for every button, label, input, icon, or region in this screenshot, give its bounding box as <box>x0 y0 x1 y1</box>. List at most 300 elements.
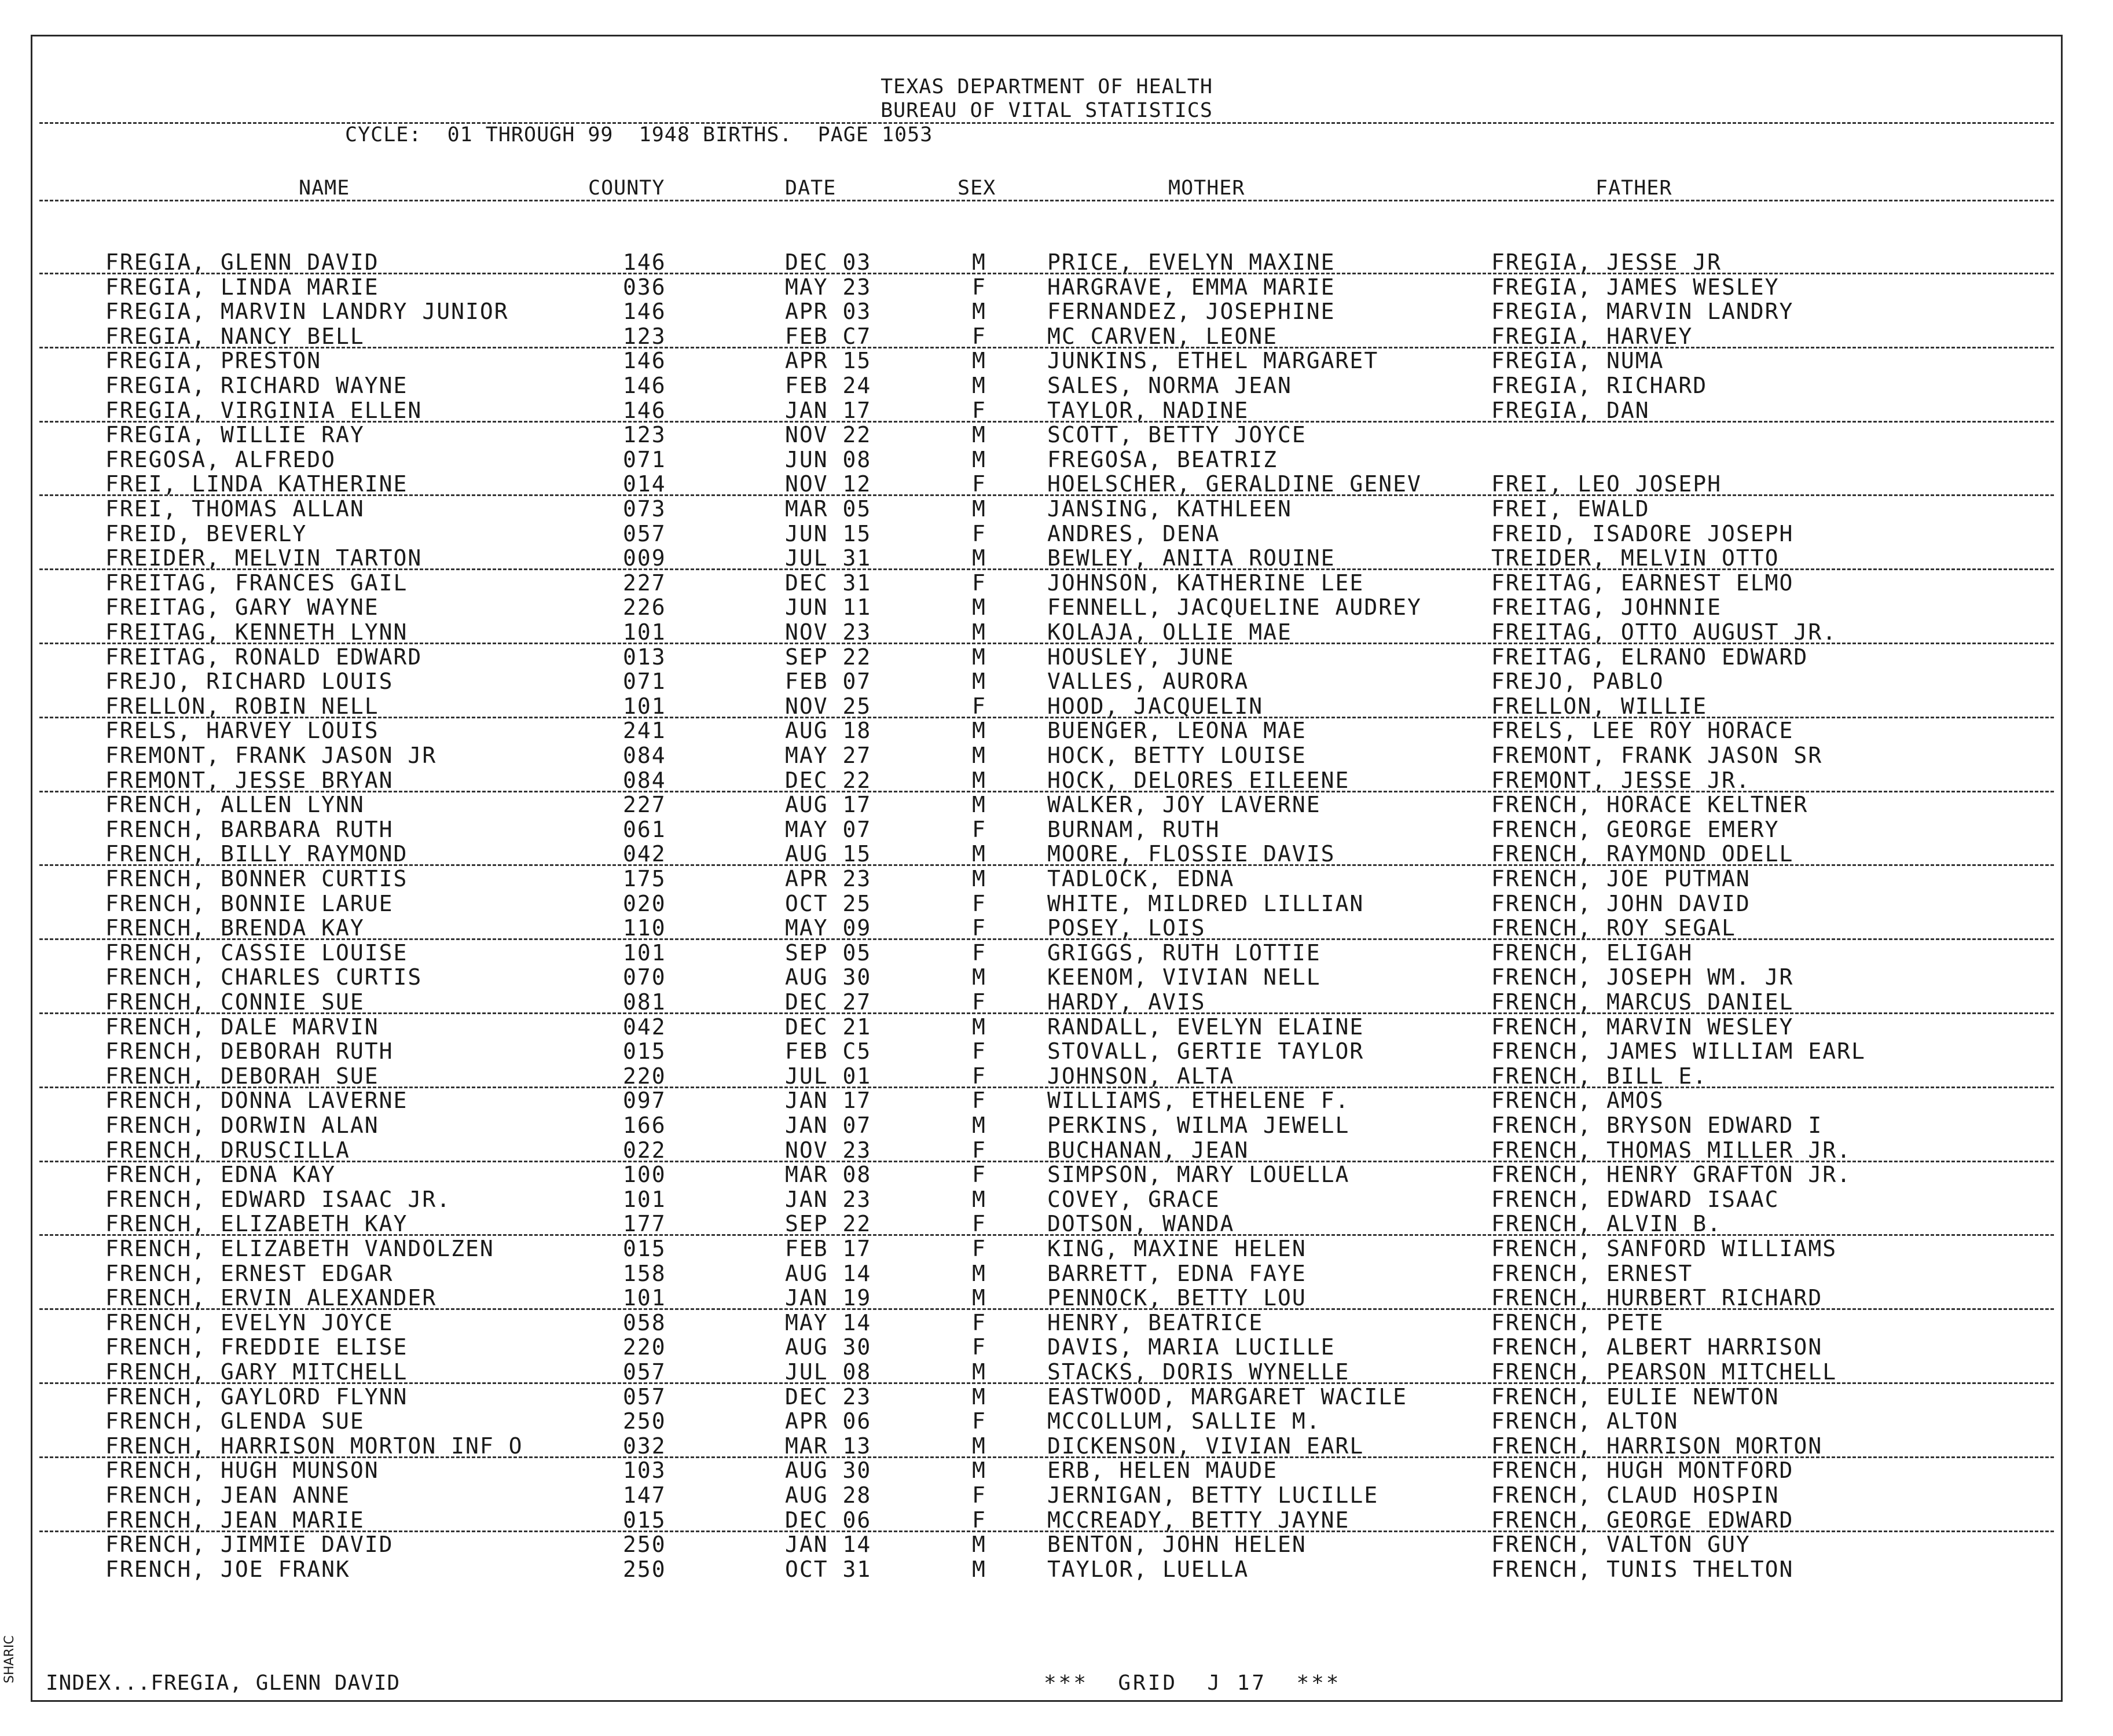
record-row <box>32 693 2061 718</box>
record-sex: M <box>972 1556 986 1582</box>
record-date: JUL 08 <box>785 1359 872 1385</box>
record-county: 146 <box>623 249 666 275</box>
record-name: FREGOSA, ALFREDO <box>105 446 336 472</box>
record-date: SEP 05 <box>785 939 872 966</box>
record-mother: KING, MAXINE HELEN <box>1047 1236 1307 1261</box>
record-sex: F <box>972 1088 986 1114</box>
record-father: FRENCH, HARRISON MORTON <box>1491 1433 1823 1459</box>
record-date: MAY 09 <box>785 915 872 941</box>
record-sex: M <box>972 1433 986 1459</box>
record-row <box>32 348 2061 373</box>
record-father: FREMONT, JESSE JR. <box>1491 767 1751 793</box>
record-date: JUL 31 <box>785 545 872 571</box>
record-father: FRENCH, ERNEST <box>1491 1260 1693 1286</box>
record-sex: M <box>972 718 986 744</box>
record-mother: PERKINS, WILMA JEWELL <box>1047 1113 1350 1138</box>
record-name: FRENCH, DORWIN ALAN <box>105 1113 379 1138</box>
record-row <box>32 669 2061 693</box>
record-sex: F <box>972 890 986 916</box>
record-mother: ANDRES, DENA <box>1047 520 1220 546</box>
record-sex: F <box>972 1309 986 1335</box>
record-mother: HOELSCHER, GERALDINE GENEV <box>1047 471 1422 497</box>
record-county: 015 <box>623 1038 666 1065</box>
record-father: FRENCH, PEARSON MITCHELL <box>1491 1359 1837 1385</box>
record-sex: M <box>972 249 986 275</box>
cycle-line: CYCLE: 01 THROUGH 99 1948 BIRTHS. PAGE 1053 <box>345 123 933 146</box>
record-father: FRENCH, BRYSON EDWARD I <box>1491 1113 1823 1138</box>
record-county: 220 <box>623 1334 666 1360</box>
record-father: FRENCH, AMOS <box>1491 1088 1664 1114</box>
record-mother: BARRETT, EDNA FAYE <box>1047 1260 1307 1286</box>
record-mother: HARGRAVE, EMMA MARIE <box>1047 274 1336 300</box>
record-row <box>32 1310 2061 1335</box>
record-father: FRENCH, ALTON <box>1491 1408 1679 1434</box>
record-county: 097 <box>623 1088 666 1114</box>
record-name: FRENCH, DEBORAH SUE <box>105 1063 379 1089</box>
record-mother: HOCK, DELORES EILEENE <box>1047 767 1350 793</box>
record-date: JUN 08 <box>785 446 872 472</box>
record-sex: M <box>972 1532 986 1558</box>
record-county: 101 <box>623 619 666 645</box>
record-name: FREMONT, FRANK JASON JR <box>105 743 437 768</box>
record-date: DEC 22 <box>785 767 872 793</box>
record-mother: POSEY, LOIS <box>1047 915 1206 941</box>
record-father: FRENCH, GEORGE EDWARD <box>1491 1507 1794 1533</box>
record-county: 057 <box>623 1383 666 1410</box>
record-row <box>32 1038 2061 1063</box>
record-row <box>32 866 2061 891</box>
record-date: DEC 21 <box>785 1014 872 1040</box>
record-row <box>32 1261 2061 1286</box>
record-father: FREGIA, RICHARD <box>1491 373 1708 398</box>
record-mother: JOHNSON, ALTA <box>1047 1063 1235 1089</box>
record-row <box>32 915 2061 940</box>
record-date: DEC 31 <box>785 570 872 596</box>
record-sex: F <box>972 323 986 349</box>
record-father: FRENCH, HENRY GRAFTON JR. <box>1491 1162 1851 1188</box>
record-father: FRENCH, PETE <box>1491 1309 1664 1335</box>
record-name: FREI, LINDA KATHERINE <box>105 471 408 497</box>
record-sex: M <box>972 373 986 398</box>
record-sex: M <box>972 1359 986 1385</box>
record-name: FRENCH, ERNEST EDGAR <box>105 1260 394 1286</box>
record-date: MAR 13 <box>785 1433 872 1459</box>
record-father: FRENCH, HORACE KELTNER <box>1491 792 1808 818</box>
record-mother: STOVALL, GERTIE TAYLOR <box>1047 1038 1364 1065</box>
record-name: FRENCH, HARRISON MORTON INF O <box>105 1433 523 1459</box>
record-sex: F <box>972 520 986 546</box>
record-date: NOV 23 <box>785 1137 872 1163</box>
record-date: AUG 14 <box>785 1260 872 1286</box>
record-row <box>32 1359 2061 1384</box>
record-name: FRENCH, BONNIE LARUE <box>105 890 394 916</box>
department-title: TEXAS DEPARTMENT OF HEALTH <box>881 75 1213 98</box>
column-header-county: COUNTY <box>588 177 665 200</box>
record-mother: VALLES, AURORA <box>1047 669 1249 695</box>
record-name: FREGIA, GLENN DAVID <box>105 249 379 275</box>
record-county: 101 <box>623 693 666 719</box>
record-row <box>32 1334 2061 1359</box>
record-county: 227 <box>623 570 666 596</box>
record-sex: M <box>972 767 986 793</box>
record-date: FEB C7 <box>785 323 872 349</box>
record-row <box>32 768 2061 792</box>
record-sex: M <box>972 866 986 891</box>
record-mother: HARDY, AVIS <box>1047 989 1206 1015</box>
record-father: FRENCH, ELIGAH <box>1491 939 1693 966</box>
record-county: 084 <box>623 767 666 793</box>
record-sex: M <box>972 964 986 990</box>
record-sex: M <box>972 299 986 325</box>
record-county: 084 <box>623 743 666 768</box>
record-date: OCT 31 <box>785 1556 872 1582</box>
record-sex: M <box>972 743 986 768</box>
record-county: 036 <box>623 274 666 300</box>
record-row <box>32 1433 2061 1458</box>
record-county: 220 <box>623 1063 666 1089</box>
record-row <box>32 594 2061 619</box>
record-county: 250 <box>623 1408 666 1434</box>
record-sex: F <box>972 939 986 966</box>
record-county: 241 <box>623 718 666 744</box>
record-row <box>32 1063 2061 1088</box>
record-date: APR 03 <box>785 299 872 325</box>
record-mother: ERB, HELEN MAUDE <box>1047 1458 1278 1484</box>
record-mother: PENNOCK, BETTY LOU <box>1047 1285 1307 1311</box>
record-name: FREGIA, RICHARD WAYNE <box>105 373 408 398</box>
record-date: FEB C5 <box>785 1038 872 1065</box>
record-county: 250 <box>623 1556 666 1582</box>
grid-footer: *** GRID J 17 *** <box>1044 1671 1341 1695</box>
record-name: FRENCH, GLENDA SUE <box>105 1408 365 1434</box>
record-mother: HOOD, JACQUELIN <box>1047 693 1264 719</box>
record-mother: HOUSLEY, JUNE <box>1047 644 1235 670</box>
record-county: 146 <box>623 373 666 398</box>
record-father: FREJO, PABLO <box>1491 669 1664 695</box>
record-mother: COVEY, GRACE <box>1047 1186 1220 1212</box>
column-header-name: NAME <box>299 177 350 200</box>
record-mother: PRICE, EVELYN MAXINE <box>1047 249 1336 275</box>
record-mother: SCOTT, BETTY JOYCE <box>1047 422 1307 448</box>
record-row <box>32 1187 2061 1212</box>
record-sex: M <box>972 496 986 522</box>
record-sex: M <box>972 1458 986 1484</box>
record-row <box>32 1014 2061 1039</box>
record-date: MAR 05 <box>785 496 872 522</box>
record-name: FRENCH, EDWARD ISAAC JR. <box>105 1186 452 1212</box>
record-name: FREGIA, NANCY BELL <box>105 323 365 349</box>
record-county: 015 <box>623 1507 666 1533</box>
record-date: OCT 25 <box>785 890 872 916</box>
record-row <box>32 496 2061 521</box>
record-county: 166 <box>623 1113 666 1138</box>
record-name: FRENCH, JIMMIE DAVID <box>105 1532 394 1558</box>
record-name: FRENCH, DALE MARVIN <box>105 1014 379 1040</box>
record-mother: BUCHANAN, JEAN <box>1047 1137 1249 1163</box>
record-father: FRENCH, HUGH MONTFORD <box>1491 1458 1794 1484</box>
record-date: SEP 22 <box>785 644 872 670</box>
record-father: FRENCH, HURBERT RICHARD <box>1491 1285 1823 1311</box>
record-mother: MCCOLLUM, SALLIE M. <box>1047 1408 1321 1434</box>
record-row <box>32 1557 2061 1581</box>
record-date: MAY 27 <box>785 743 872 768</box>
record-mother: FERNANDEZ, JOSEPHINE <box>1047 299 1336 325</box>
record-name: FRENCH, EDNA KAY <box>105 1162 336 1188</box>
record-sex: F <box>972 915 986 941</box>
record-date: AUG 30 <box>785 1458 872 1484</box>
column-header-date: DATE <box>785 177 837 200</box>
record-name: FRELLON, ROBIN NELL <box>105 693 379 719</box>
record-father: FRENCH, MARCUS DANIEL <box>1491 989 1794 1015</box>
record-date: DEC 06 <box>785 1507 872 1533</box>
record-county: 015 <box>623 1236 666 1261</box>
record-mother: HOCK, BETTY LOUISE <box>1047 743 1307 768</box>
record-sex: F <box>972 1137 986 1163</box>
record-name: FRENCH, BILLY RAYMOND <box>105 841 408 867</box>
record-mother: GRIGGS, RUTH LOTTIE <box>1047 939 1321 966</box>
record-date: AUG 17 <box>785 792 872 818</box>
record-county: 110 <box>623 915 666 941</box>
record-date: MAY 23 <box>785 274 872 300</box>
record-name: FREITAG, RONALD EDWARD <box>105 644 423 670</box>
record-row <box>32 1384 2061 1409</box>
record-mother: DAVIS, MARIA LUCILLE <box>1047 1334 1336 1360</box>
record-name: FREI, THOMAS ALLAN <box>105 496 365 522</box>
record-sex: M <box>972 545 986 571</box>
record-sex: F <box>972 1236 986 1261</box>
record-row <box>32 545 2061 570</box>
column-header-father: FATHER <box>1595 177 1672 200</box>
record-name: FRENCH, GARY MITCHELL <box>105 1359 408 1385</box>
record-mother: DICKENSON, VIVIAN EARL <box>1047 1433 1364 1459</box>
record-date: JAN 14 <box>785 1532 872 1558</box>
record-name: FREGIA, LINDA MARIE <box>105 274 379 300</box>
record-mother: BEWLEY, ANITA ROUINE <box>1047 545 1336 571</box>
record-county: 103 <box>623 1458 666 1484</box>
record-row <box>32 1458 2061 1482</box>
record-county: 014 <box>623 471 666 497</box>
record-row <box>32 940 2061 965</box>
record-name: FREITAG, KENNETH LYNN <box>105 619 408 645</box>
record-date: DEC 03 <box>785 249 872 275</box>
record-father: FRENCH, JOE PUTMAN <box>1491 866 1751 891</box>
record-mother: BENTON, JOHN HELEN <box>1047 1532 1307 1558</box>
record-name: FREMONT, JESSE BRYAN <box>105 767 394 793</box>
record-name: FRENCH, FREDDIE ELISE <box>105 1334 408 1360</box>
record-county: 013 <box>623 644 666 670</box>
record-row <box>32 644 2061 669</box>
record-mother: JUNKINS, ETHEL MARGARET <box>1047 348 1379 374</box>
record-sex: M <box>972 619 986 645</box>
record-sex: M <box>972 1113 986 1138</box>
record-mother: BUENGER, LEONA MAE <box>1047 718 1307 744</box>
record-father: FREI, LEO JOSEPH <box>1491 471 1722 497</box>
record-row <box>32 422 2061 447</box>
record-county: 032 <box>623 1433 666 1459</box>
record-father: FRENCH, ROY SEGAL <box>1491 915 1736 941</box>
record-sex: F <box>972 816 986 842</box>
record-county: 009 <box>623 545 666 571</box>
record-row <box>32 249 2061 274</box>
record-father: FRENCH, ALVIN B. <box>1491 1211 1722 1237</box>
record-row <box>32 1211 2061 1236</box>
record-row <box>32 817 2061 842</box>
record-mother: WHITE, MILDRED LILLIAN <box>1047 890 1364 916</box>
record-county: 070 <box>623 964 666 990</box>
record-father: FREITAG, OTTO AUGUST JR. <box>1491 619 1837 645</box>
record-father: TREIDER, MELVIN OTTO <box>1491 545 1780 571</box>
document-frame <box>31 35 2063 1702</box>
record-mother: STACKS, DORIS WYNELLE <box>1047 1359 1350 1385</box>
record-sex: M <box>972 1014 986 1040</box>
record-name: FRENCH, DEBORAH RUTH <box>105 1038 394 1065</box>
record-row <box>32 792 2061 817</box>
record-name: FREGIA, WILLIE RAY <box>105 422 365 448</box>
record-date: AUG 15 <box>785 841 872 867</box>
record-date: DEC 27 <box>785 989 872 1015</box>
record-father: FREGIA, DAN <box>1491 397 1650 423</box>
record-county: 147 <box>623 1482 666 1508</box>
record-mother: JERNIGAN, BETTY LUCILLE <box>1047 1482 1379 1508</box>
record-date: MAY 14 <box>785 1309 872 1335</box>
record-date: DEC 23 <box>785 1383 872 1410</box>
record-mother: MOORE, FLOSSIE DAVIS <box>1047 841 1336 867</box>
record-name: FRELS, HARVEY LOUIS <box>105 718 379 744</box>
record-mother: JOHNSON, KATHERINE LEE <box>1047 570 1364 596</box>
record-sex: M <box>972 422 986 448</box>
record-name: FREGIA, PRESTON <box>105 348 322 374</box>
record-father: FRENCH, EDWARD ISAAC <box>1491 1186 1780 1212</box>
record-name: FRENCH, GAYLORD FLYNN <box>105 1383 408 1410</box>
record-father: FREGIA, NUMA <box>1491 348 1664 374</box>
record-name: FRENCH, ALLEN LYNN <box>105 792 365 818</box>
record-father: FRENCH, SANFORD WILLIAMS <box>1491 1236 1837 1261</box>
record-date: JUN 11 <box>785 594 872 621</box>
record-mother: FENNELL, JACQUELINE AUDREY <box>1047 594 1422 621</box>
record-row <box>32 1236 2061 1261</box>
record-mother: KEENOM, VIVIAN NELL <box>1047 964 1321 990</box>
record-county: 058 <box>623 1309 666 1335</box>
record-mother: WILLIAMS, ETHELENE F. <box>1047 1088 1350 1114</box>
record-father: FRENCH, THOMAS MILLER JR. <box>1491 1137 1851 1163</box>
record-name: FRENCH, CASSIE LOUISE <box>105 939 408 966</box>
record-father: FRENCH, EULIE NEWTON <box>1491 1383 1780 1410</box>
record-row <box>32 841 2061 866</box>
record-mother: BURNAM, RUTH <box>1047 816 1220 842</box>
column-header-rule <box>39 200 2054 201</box>
record-father: FREITAG, ELRANO EDWARD <box>1491 644 1808 670</box>
record-name: FRENCH, BONNER CURTIS <box>105 866 408 891</box>
record-county: 250 <box>623 1532 666 1558</box>
record-date: NOV 12 <box>785 471 872 497</box>
record-father: FRENCH, JOSEPH WM. JR <box>1491 964 1794 990</box>
record-name: FRENCH, JEAN ANNE <box>105 1482 350 1508</box>
record-date: AUG 28 <box>785 1482 872 1508</box>
record-name: FREITAG, GARY WAYNE <box>105 594 379 621</box>
record-sex: F <box>972 1162 986 1188</box>
record-county: 100 <box>623 1162 666 1188</box>
record-row <box>32 1162 2061 1187</box>
record-row <box>32 1507 2061 1532</box>
record-sex: M <box>972 792 986 818</box>
record-name: FRENCH, BRENDA KAY <box>105 915 365 941</box>
record-sex: F <box>972 1211 986 1237</box>
record-father: FREITAG, EARNEST ELMO <box>1491 570 1794 596</box>
record-date: JAN 17 <box>785 1088 872 1114</box>
record-name: FREGIA, VIRGINIA ELLEN <box>105 397 423 423</box>
record-father: FREID, ISADORE JOSEPH <box>1491 520 1794 546</box>
record-county: 226 <box>623 594 666 621</box>
record-row <box>32 1137 2061 1162</box>
record-county: 177 <box>623 1211 666 1237</box>
record-name: FREIDER, MELVIN TARTON <box>105 545 423 571</box>
record-mother: SALES, NORMA JEAN <box>1047 373 1292 398</box>
record-row <box>32 471 2061 496</box>
record-row <box>32 1088 2061 1113</box>
column-header-mother: MOTHER <box>1168 177 1245 200</box>
record-name: FRENCH, ERVIN ALEXANDER <box>105 1285 437 1311</box>
record-mother: MC CARVEN, LEONE <box>1047 323 1278 349</box>
record-row <box>32 1482 2061 1507</box>
record-county: 158 <box>623 1260 666 1286</box>
record-father: FRENCH, JOHN DAVID <box>1491 890 1751 916</box>
record-mother: TAYLOR, LUELLA <box>1047 1556 1249 1582</box>
record-date: AUG 18 <box>785 718 872 744</box>
record-sex: M <box>972 446 986 472</box>
index-footer: INDEX...FREGIA, GLENN DAVID <box>46 1671 401 1695</box>
record-mother: FREGOSA, BEATRIZ <box>1047 446 1278 472</box>
record-date: JUN 15 <box>785 520 872 546</box>
record-sex: M <box>972 841 986 867</box>
header-rule <box>39 122 2054 124</box>
record-name: FRENCH, JEAN MARIE <box>105 1507 365 1533</box>
record-date: JUL 01 <box>785 1063 872 1089</box>
record-father: FREMONT, FRANK JASON SR <box>1491 743 1823 768</box>
record-name: FREID, BEVERLY <box>105 520 307 546</box>
record-mother: EASTWOOD, MARGARET WACILE <box>1047 1383 1407 1410</box>
record-name: FREGIA, MARVIN LANDRY JUNIOR <box>105 299 509 325</box>
record-date: FEB 24 <box>785 373 872 398</box>
record-row <box>32 619 2061 644</box>
record-date: MAR 08 <box>785 1162 872 1188</box>
record-date: JAN 17 <box>785 397 872 423</box>
side-stamp: SHARIC <box>2 1635 17 1683</box>
record-sex: F <box>972 1334 986 1360</box>
record-name: FRENCH, EVELYN JOYCE <box>105 1309 394 1335</box>
record-sex: F <box>972 397 986 423</box>
record-date: JAN 07 <box>785 1113 872 1138</box>
record-row <box>32 570 2061 595</box>
record-name: FRENCH, CHARLES CURTIS <box>105 964 423 990</box>
record-mother: MCCREADY, BETTY JAYNE <box>1047 1507 1350 1533</box>
record-sex: M <box>972 1186 986 1212</box>
record-sex: F <box>972 693 986 719</box>
record-sex: M <box>972 669 986 695</box>
record-sex: M <box>972 348 986 374</box>
record-date: NOV 25 <box>785 693 872 719</box>
record-sex: F <box>972 1038 986 1065</box>
record-father: FREGIA, HARVEY <box>1491 323 1693 349</box>
record-county: 022 <box>623 1137 666 1163</box>
record-row <box>32 398 2061 423</box>
record-county: 020 <box>623 890 666 916</box>
record-date: SEP 22 <box>785 1211 872 1237</box>
record-father: FRENCH, ALBERT HARRISON <box>1491 1334 1823 1360</box>
record-date: FEB 17 <box>785 1236 872 1261</box>
record-county: 101 <box>623 939 666 966</box>
record-father: FREGIA, JAMES WESLEY <box>1491 274 1780 300</box>
record-father: FRENCH, GEORGE EMERY <box>1491 816 1780 842</box>
